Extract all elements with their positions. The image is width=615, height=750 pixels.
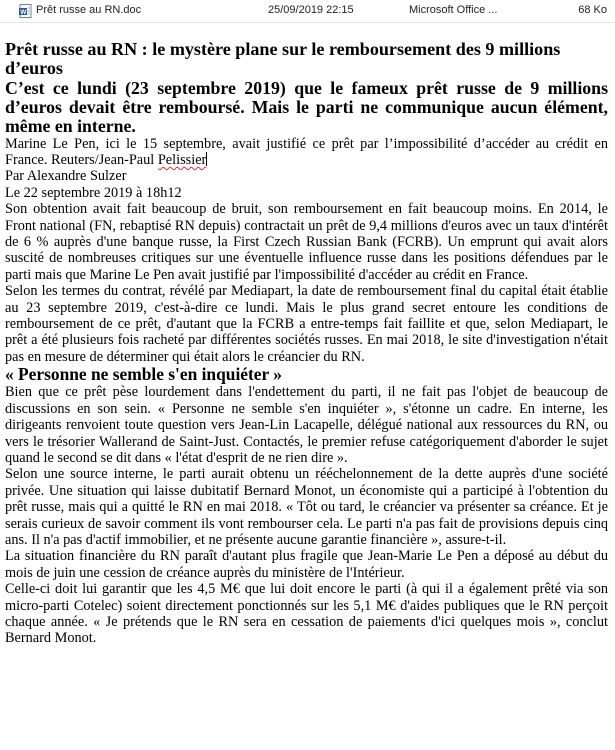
file-name[interactable]: Prêt russe au RN.doc bbox=[36, 4, 142, 16]
text-cursor bbox=[206, 152, 207, 166]
file-size: 68 Ko bbox=[578, 4, 607, 16]
paragraph-6: Celle-ci doit lui garantir que les 4,5 M€ que lui doit encore le parti (à qui il a également prêté via son micro-parti Cotelec) soient directement ponctionnés sur les 5,1 M€ d'aides publiques que le RN perçoit chaque année. « Je prétends que le RN sera en cessation de paiements d'ici quelques mois », conclut Bernard Monot. bbox=[5, 581, 608, 647]
paragraph-2: Selon les termes du contrat, révélé par Mediapart, la date de remboursement final du capital était établie au 23 septembre 2019, c'est-à-dire ce lundi. Mais le plus grand secret entoure les conditions de remboursement de ce prêt, d'autant que la FCRB a entre-temps fait faillite et que, selon Mediapart, le prêt a été plusieurs fois racheté par différentes sociétés russes. En mai 2018, le site d'investigation n'était pas en mesure de déterminer qui était alors le créancier du RN. bbox=[5, 283, 608, 365]
file-type: Microsoft Office ... bbox=[409, 4, 498, 16]
article-title: Prêt russe au RN : le mystère plane sur le remboursement des 9 millions d’euros bbox=[5, 39, 561, 79]
section-heading: « Personne ne semble s'en inquiéter » bbox=[5, 364, 282, 385]
article-subtitle: C’est ce lundi (23 septembre 2019) que le fameux prêt russe de 9 millions d’euros devait être remboursé. Mais le parti ne communique aucun élément, même en interne. bbox=[5, 77, 608, 136]
document-body[interactable] bbox=[5, 40, 608, 647]
photo-caption-credit: Pelissier bbox=[157, 152, 207, 168]
paragraph-3: Bien que ce prêt pèse lourdement dans l'endettement du parti, il ne fait pas l'objet de beaucoup de discussions en son sein. « Personne ne semble s'en inquiéter », s'étonne un cadre. En interne, les dirigeants renvoient toute question vers Jean-Lin Lacapelle, délégué national aux ressources du RN, ou vers le trésorier Wallerand de Saint-Just. Contactés, le premier refuse catégoriquement d'aborder le sujet quand le second se dit dans « l'état d'esprit de ne rien dire ». bbox=[5, 384, 608, 466]
word-document-icon bbox=[19, 4, 32, 18]
photo-caption-text: Marine Le Pen, ici le 15 septembre, avait justifié ce prêt par l’impossibilité d’accéder au crédit en France. Reuters/Jean-Paul bbox=[5, 135, 608, 168]
svg-text:W: W bbox=[20, 8, 27, 16]
byline: Par Alexandre Sulzer bbox=[5, 168, 127, 185]
photo-caption bbox=[5, 136, 608, 169]
paragraph-5: La situation financière du RN paraît d'autant plus fragile que Jean-Marie Le Pen a déposé au début du mois de juin une cession de créance auprès du ministère de l'Intérieur. bbox=[5, 548, 608, 581]
dateline: Le 22 septembre 2019 à 18h12 bbox=[5, 184, 182, 201]
paragraph-1: Son obtention avait fait beaucoup de bruit, son remboursement en fait beaucoup moins. En 2014, le Front national (FN, rebaptisé RN depuis) contractait un prêt de 9,4 millions d'euros avec un taux d'intérêt de 6 % auprès d'une banque russe, la First Czech Russian Bank (FCRB). Un emprunt qui avait alors suscité de nombreuses critiques sur une éventuelle influence russe dans les positions défendues par le parti mais que Marine Le Pen avait justifié par l'impossibilité d'accéder au crédit en France. bbox=[5, 201, 608, 283]
paragraph-4: Selon une source interne, le parti aurait obtenu un rééchelonnement de la dette auprès d'une société privée. Une situation qui laisse dubitatif Bernard Monot, un économiste qui a participé à l'obtention du prêt russe, mais qui a quitté le RN en mai 2018. « Tôt ou tard, le créancier va présenter sa créance. Et je serais curieux de savoir comment ils vont rembourser cela. Le parti n'a pas fait de provisions depuis cinq ans. Il n'a pas d'actif immobilier, et ne présente aucune garantie financière », assure-t-il. bbox=[5, 466, 608, 548]
file-list-row[interactable] bbox=[0, 0, 615, 23]
file-date: 25/09/2019 22:15 bbox=[268, 4, 354, 16]
